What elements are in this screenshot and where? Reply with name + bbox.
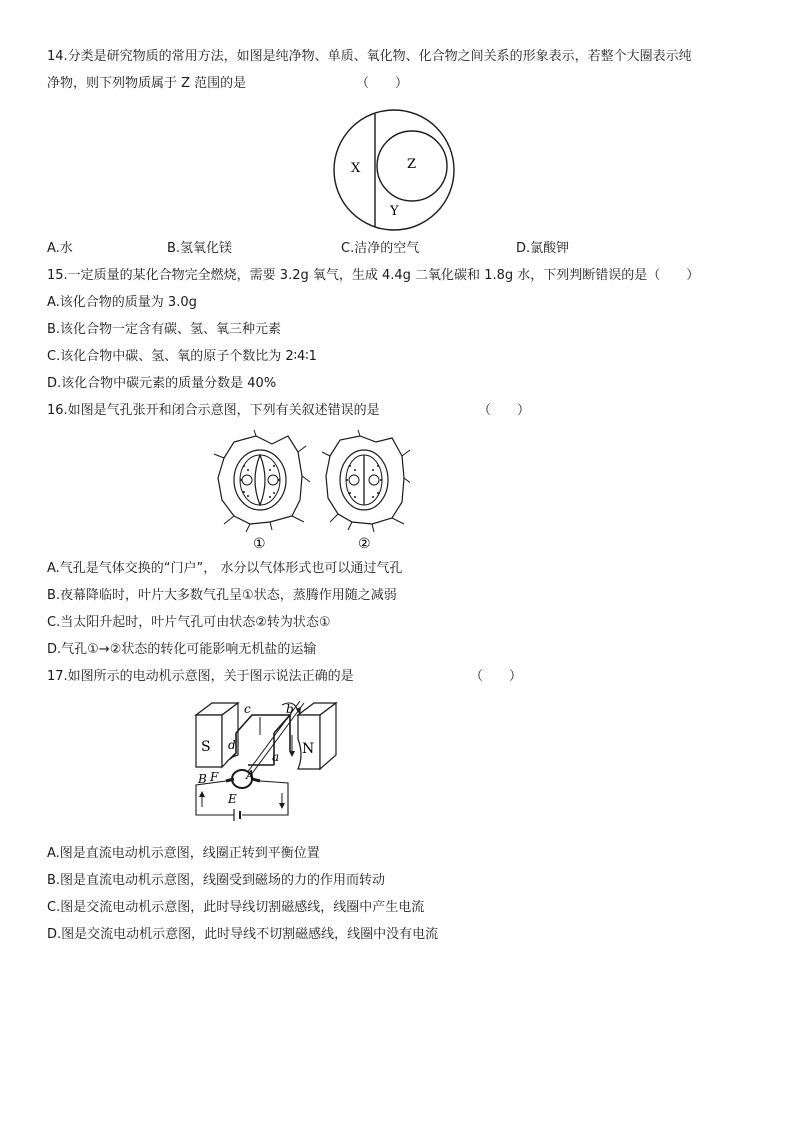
current-arrow-right-head	[279, 803, 285, 809]
q17-motor-diagram	[190, 695, 345, 835]
stoma-closed-figure	[322, 430, 410, 532]
q14-answer-paren: （ ）	[356, 76, 409, 91]
q14-option-b[interactable]: B.氢氧化镁	[167, 241, 233, 256]
q14-option-a[interactable]: A.水	[47, 241, 73, 256]
label-n: N	[302, 741, 315, 757]
q14-stem-line2: 净物，则下列物质属于 Z 范围的是	[47, 76, 247, 91]
q15-stem: 15.一定质量的某化合物完全燃烧，需要 3.2g 氧气，生成 4.4g 二氧化碳和 1.8g 水，下列判断错误的是（ ）	[47, 268, 700, 283]
force-arrow-down-head	[289, 751, 295, 757]
magnet-n	[298, 703, 336, 769]
label-a-lower: a	[272, 750, 280, 764]
q14-option-d[interactable]: D.氯酸钾	[516, 241, 570, 256]
label-z: Z	[407, 157, 417, 172]
q16-stem: 16.如图是气孔张开和闭合示意图，下列有关叙述错误的是	[47, 403, 380, 418]
q16-option-c[interactable]: C.当太阳升起时，叶片气孔可由状态②转为状态①	[47, 615, 331, 630]
q17-option-b[interactable]: B.图是直流电动机示意图，线圈受到磁场的力的作用而转动	[47, 873, 386, 888]
label-b-lower: b	[286, 702, 294, 716]
q15-option-a[interactable]: A.该化合物的质量为 3.0g	[47, 295, 197, 310]
brush-left	[226, 779, 234, 781]
current-arrow-left-head	[199, 791, 205, 797]
q15-option-b[interactable]: B.该化合物一定含有碳、氢、氧三种元素	[47, 322, 282, 337]
q17-option-a[interactable]: A.图是直流电动机示意图，线圈正转到平衡位置	[47, 846, 320, 861]
q16-option-b[interactable]: B.夜幕降临时，叶片大多数气孔呈①状态，蒸腾作用随之减弱	[47, 588, 397, 603]
q15-option-d[interactable]: D.该化合物中碳元素的质量分数是 40%	[47, 376, 277, 391]
label-y: Y	[390, 204, 399, 219]
stoma-open-figure	[214, 430, 310, 532]
label-B-upper: B	[198, 772, 207, 786]
figure-label-2: ②	[358, 536, 371, 552]
q16-stomata-diagram	[210, 430, 410, 555]
q16-answer-paren: （ ）	[478, 403, 531, 418]
q14-classification-diagram	[330, 106, 462, 236]
label-c: c	[244, 702, 251, 716]
q14-stem-line1: 14.分类是研究物质的常用方法，如图是纯净物、单质、氧化物、化合物之间关系的形象表示，若整个大圈表示纯	[47, 49, 692, 64]
q17-stem: 17.如图所示的电动机示意图，关于图示说法正确的是	[47, 669, 354, 684]
label-s: S	[201, 739, 211, 755]
figure-label-1: ①	[253, 536, 266, 552]
label-A-upper: A	[246, 768, 255, 782]
label-d: d	[228, 738, 236, 752]
q16-option-d[interactable]: D.气孔①→②状态的转化可能影响无机盐的运输	[47, 642, 317, 657]
q16-option-a[interactable]: A.气孔是气体交换的“门户”， 水分以气体形式也可以通过气孔	[47, 561, 403, 576]
label-x: X	[351, 161, 361, 176]
q17-answer-paren: （ ）	[470, 669, 523, 684]
label-F-upper: F	[210, 770, 219, 784]
q14-option-c[interactable]: C.洁净的空气	[341, 241, 420, 256]
q17-option-d[interactable]: D.图是交流电动机示意图，此时导线不切割磁感线，线圈中没有电流	[47, 927, 439, 942]
label-E-upper: E	[228, 792, 237, 806]
q17-option-c[interactable]: C.图是交流电动机示意图，此时导线切割磁感线，线圈中产生电流	[47, 900, 425, 915]
q15-option-c[interactable]: C.该化合物中碳、氢、氧的原子个数比为 2∶4∶1	[47, 349, 317, 364]
